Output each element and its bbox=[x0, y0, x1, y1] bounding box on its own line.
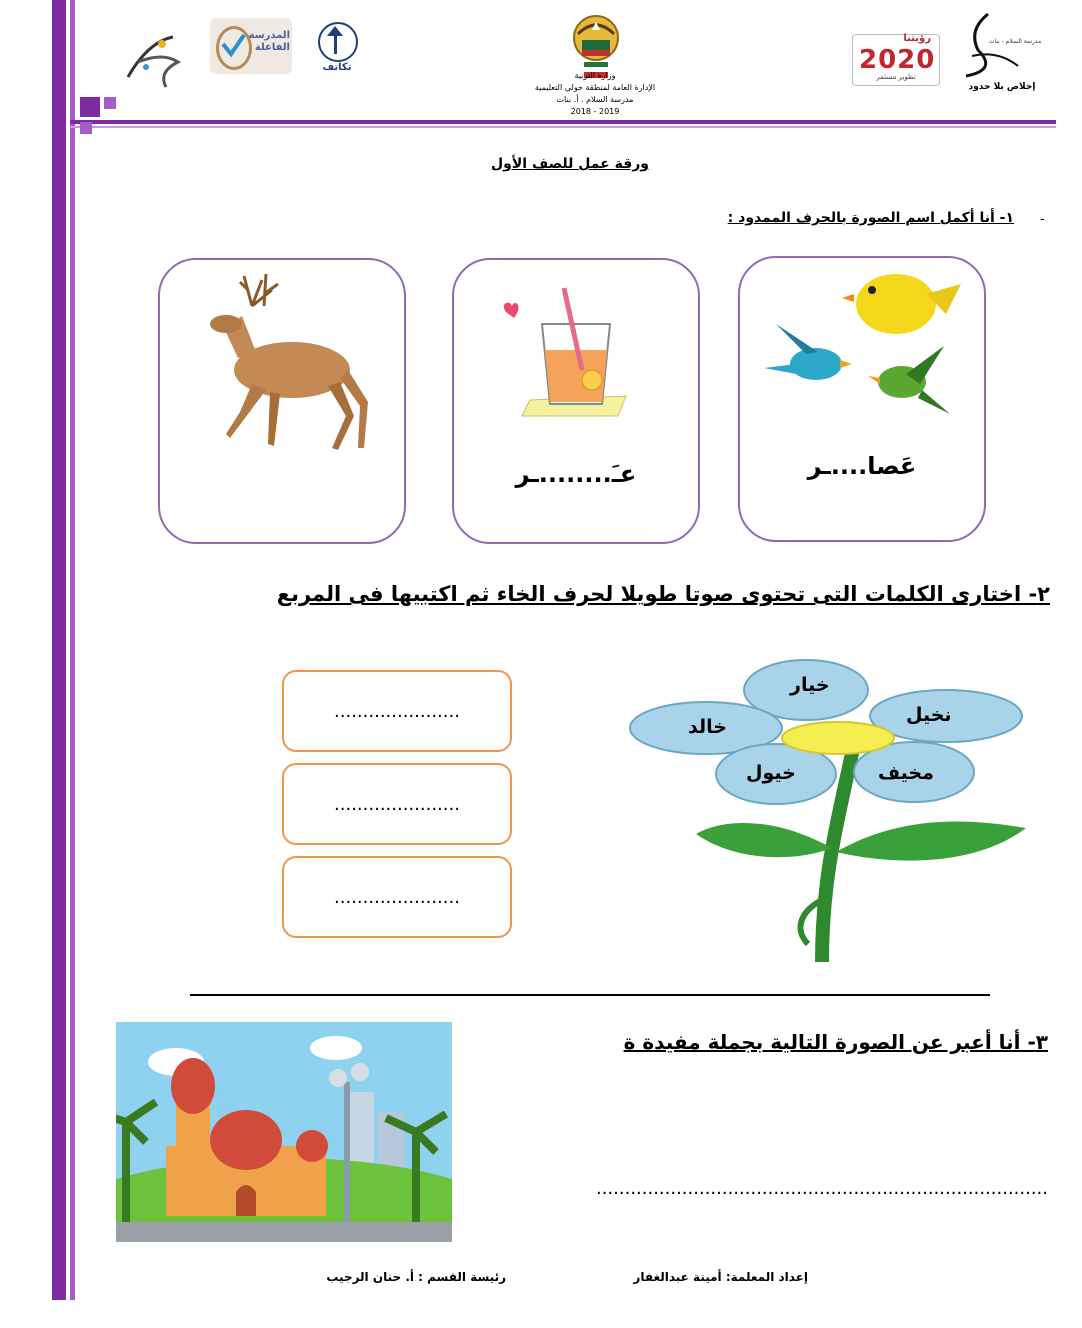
q3-label: ٣- أنا أعبر عن الصورة التالية بجملة مفيدة ة bbox=[623, 1030, 1048, 1054]
left-border-thin-bar bbox=[70, 0, 75, 1300]
deer-picture bbox=[182, 266, 382, 466]
q1-card-birds bbox=[738, 256, 986, 542]
q1-card-deer bbox=[158, 258, 406, 544]
q2-answer-box[interactable] bbox=[282, 670, 512, 752]
active-school-label: المدرسة الفاعلة bbox=[248, 30, 290, 53]
vision-sub-label: تطوير مستمر bbox=[876, 73, 916, 81]
q3-answer-line[interactable]: ............................................................................... bbox=[595, 1178, 1048, 1199]
q1-card-juice bbox=[452, 258, 700, 544]
answer-dots: ...................... bbox=[334, 793, 460, 815]
ministry-line: الإدارة العامة لمنطقة حولي التعليمية bbox=[534, 83, 656, 92]
corner-square bbox=[80, 97, 100, 117]
active-school-logo bbox=[210, 18, 292, 74]
q1-word-juice: عـَ........ـر bbox=[515, 460, 637, 488]
header-rule-thin bbox=[70, 126, 1056, 128]
flower-picture bbox=[626, 652, 1030, 972]
q2-answer-box[interactable] bbox=[282, 763, 512, 845]
worksheet-title: ورقة عمل للصف الأول bbox=[491, 156, 649, 172]
school-name-label: مدرسة السلام - بنات bbox=[988, 38, 1042, 45]
corner-square-small bbox=[104, 97, 116, 109]
answer-dots: ...................... bbox=[334, 700, 460, 722]
takatuf-label: تكاتف bbox=[322, 62, 352, 73]
petal-word[interactable]: خالد bbox=[688, 716, 727, 738]
ministry-header bbox=[500, 70, 690, 118]
petal-word[interactable]: نخيل bbox=[906, 704, 952, 726]
swirl-logo bbox=[118, 22, 188, 92]
footer-teacher: إعداد المعلمة: أمينة عبدالغفار bbox=[633, 1270, 808, 1284]
birds-picture bbox=[756, 264, 970, 424]
juice-picture bbox=[494, 280, 644, 420]
q1-label: ١- أنا أكمل اسم الصورة بالحرف الممدود : bbox=[727, 210, 1014, 226]
takatuf-logo bbox=[312, 22, 362, 88]
petal-word[interactable]: خيول bbox=[746, 762, 796, 784]
vision-year: 2020 bbox=[859, 45, 936, 75]
ministry-line: وزارة التربية bbox=[574, 71, 616, 80]
q2-answer-box[interactable] bbox=[282, 856, 512, 938]
vision-top-label: رؤيتنا bbox=[903, 33, 931, 44]
q1-word-birds: عَصا....ـر bbox=[807, 452, 917, 480]
kuwait-emblem bbox=[568, 12, 624, 64]
vision-2020-logo bbox=[852, 34, 940, 86]
petal-word[interactable]: خيار bbox=[790, 674, 830, 696]
ministry-year: 2018 - 2019 bbox=[570, 107, 620, 116]
mosque-picture bbox=[116, 1022, 452, 1242]
school-slogan: إخلاص بلا حدود bbox=[968, 82, 1036, 92]
school-signature-logo bbox=[958, 10, 1028, 80]
footer-head: رئيسة القسم : أ. حنان الرجيب bbox=[326, 1270, 506, 1284]
q2-label: ٢- اختارى الكلمات التى تحتوى صوتا طويلا لحرف الخاء ثم اكتبيها فى المربع bbox=[276, 582, 1050, 606]
answer-dots: ...................... bbox=[334, 886, 460, 908]
petal-word[interactable]: مخيف bbox=[878, 762, 934, 784]
left-border-bar bbox=[52, 0, 66, 1300]
q1-dash: - bbox=[1040, 212, 1045, 227]
ministry-line: مدرسة السلام . أ. بنات bbox=[556, 95, 634, 104]
section-separator bbox=[190, 994, 990, 996]
header-rule bbox=[70, 120, 1056, 124]
corner-square-small bbox=[80, 122, 92, 134]
